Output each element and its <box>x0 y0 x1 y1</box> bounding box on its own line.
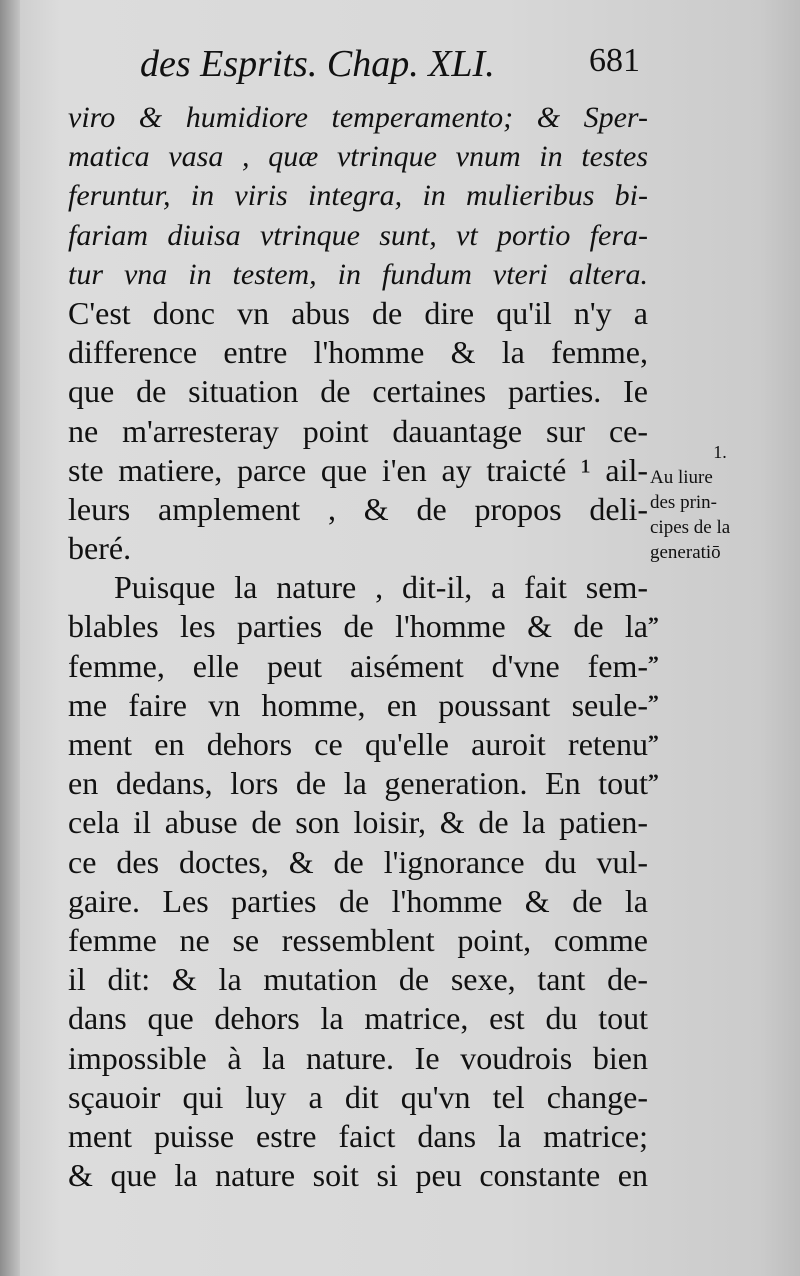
text-line: me faire vn homme, en poussant seule- <box>68 686 648 723</box>
text-line: il dit: & la mutation de sexe, tant de- <box>68 961 648 998</box>
text-line: matica vasa , quæ vtrinque vnum in testes <box>68 140 648 174</box>
text-line: blables les parties de l'homme & de la <box>68 608 648 645</box>
text-line: cela il abuse de son loisir, & de la patien- <box>68 804 648 841</box>
quotation-mark: „ <box>648 601 659 626</box>
quotation-mark: „ <box>648 640 659 666</box>
text-line: fariam diuisa vtrinque sunt, vt portio fera- <box>68 218 648 252</box>
text-line: Puisque la nature , dit-il, a fait sem- <box>114 569 648 606</box>
page-header <box>140 42 640 92</box>
page-gutter <box>0 0 20 1276</box>
margin-note <box>650 440 770 565</box>
text-line: & que la nature soit si peu constante en <box>68 1157 648 1194</box>
text-line: ne m'arresteray point dauantage sur ce- <box>68 412 648 449</box>
text-line: leurs amplement , & de propos deli- <box>68 490 648 527</box>
margin-note-line: generatiō <box>650 542 721 563</box>
text-line: femme, elle peut aisément d'vne fem- <box>68 647 648 684</box>
page-number: 681 <box>589 42 640 79</box>
text-line: viro & humidiore temperamento; & Sper- <box>68 101 648 134</box>
quotation-marks-column <box>648 594 678 790</box>
text-line: en dedans, lors de la generation. En tout <box>68 765 648 802</box>
quotation-mark: „ <box>648 679 659 705</box>
running-title: des Esprits. Chap. XLI. <box>140 43 495 85</box>
main-text-block <box>68 98 648 1195</box>
text-line: C'est donc vn abus de dire qu'il n'y a <box>68 294 648 331</box>
margin-note-line: cipes de la <box>650 517 731 538</box>
quotation-mark: „ <box>648 718 659 744</box>
text-line: femme ne se ressemblent point, comme <box>68 921 648 958</box>
text-line: sçauoir qui luy a dit qu'vn tel change- <box>68 1078 648 1115</box>
margin-note-line: Au liure <box>650 467 713 488</box>
quotation-mark: „ <box>648 757 659 783</box>
margin-note-number: 1. <box>713 442 727 462</box>
text-line: tur vna in testem, in fundum vteri altera. <box>68 257 648 291</box>
margin-note-line: des prin- <box>650 492 718 513</box>
text-line: difference entre l'homme & la femme, <box>68 334 648 371</box>
text-line: ment en dehors ce qu'elle auroit retenu <box>68 726 648 762</box>
text-line: impossible à la nature. Ie voudrois bien <box>68 1039 648 1076</box>
text-line: ste matiere, parce que i'en ay traicté ¹ ail- <box>68 451 648 488</box>
text-line: dans que dehors la matrice, est du tout <box>68 1000 648 1037</box>
text-line: feruntur, in viris integra, in mulieribus bi- <box>68 179 648 213</box>
text-line: ment puisse estre faict dans la matrice; <box>68 1117 648 1154</box>
text-line: ce des doctes, & de l'ignorance du vul- <box>68 843 648 880</box>
text-line: beré. <box>68 530 132 567</box>
text-line: gaire. Les parties de l'homme & de la <box>68 882 648 919</box>
text-line: que de situation de certaines parties. Ie <box>68 373 648 410</box>
